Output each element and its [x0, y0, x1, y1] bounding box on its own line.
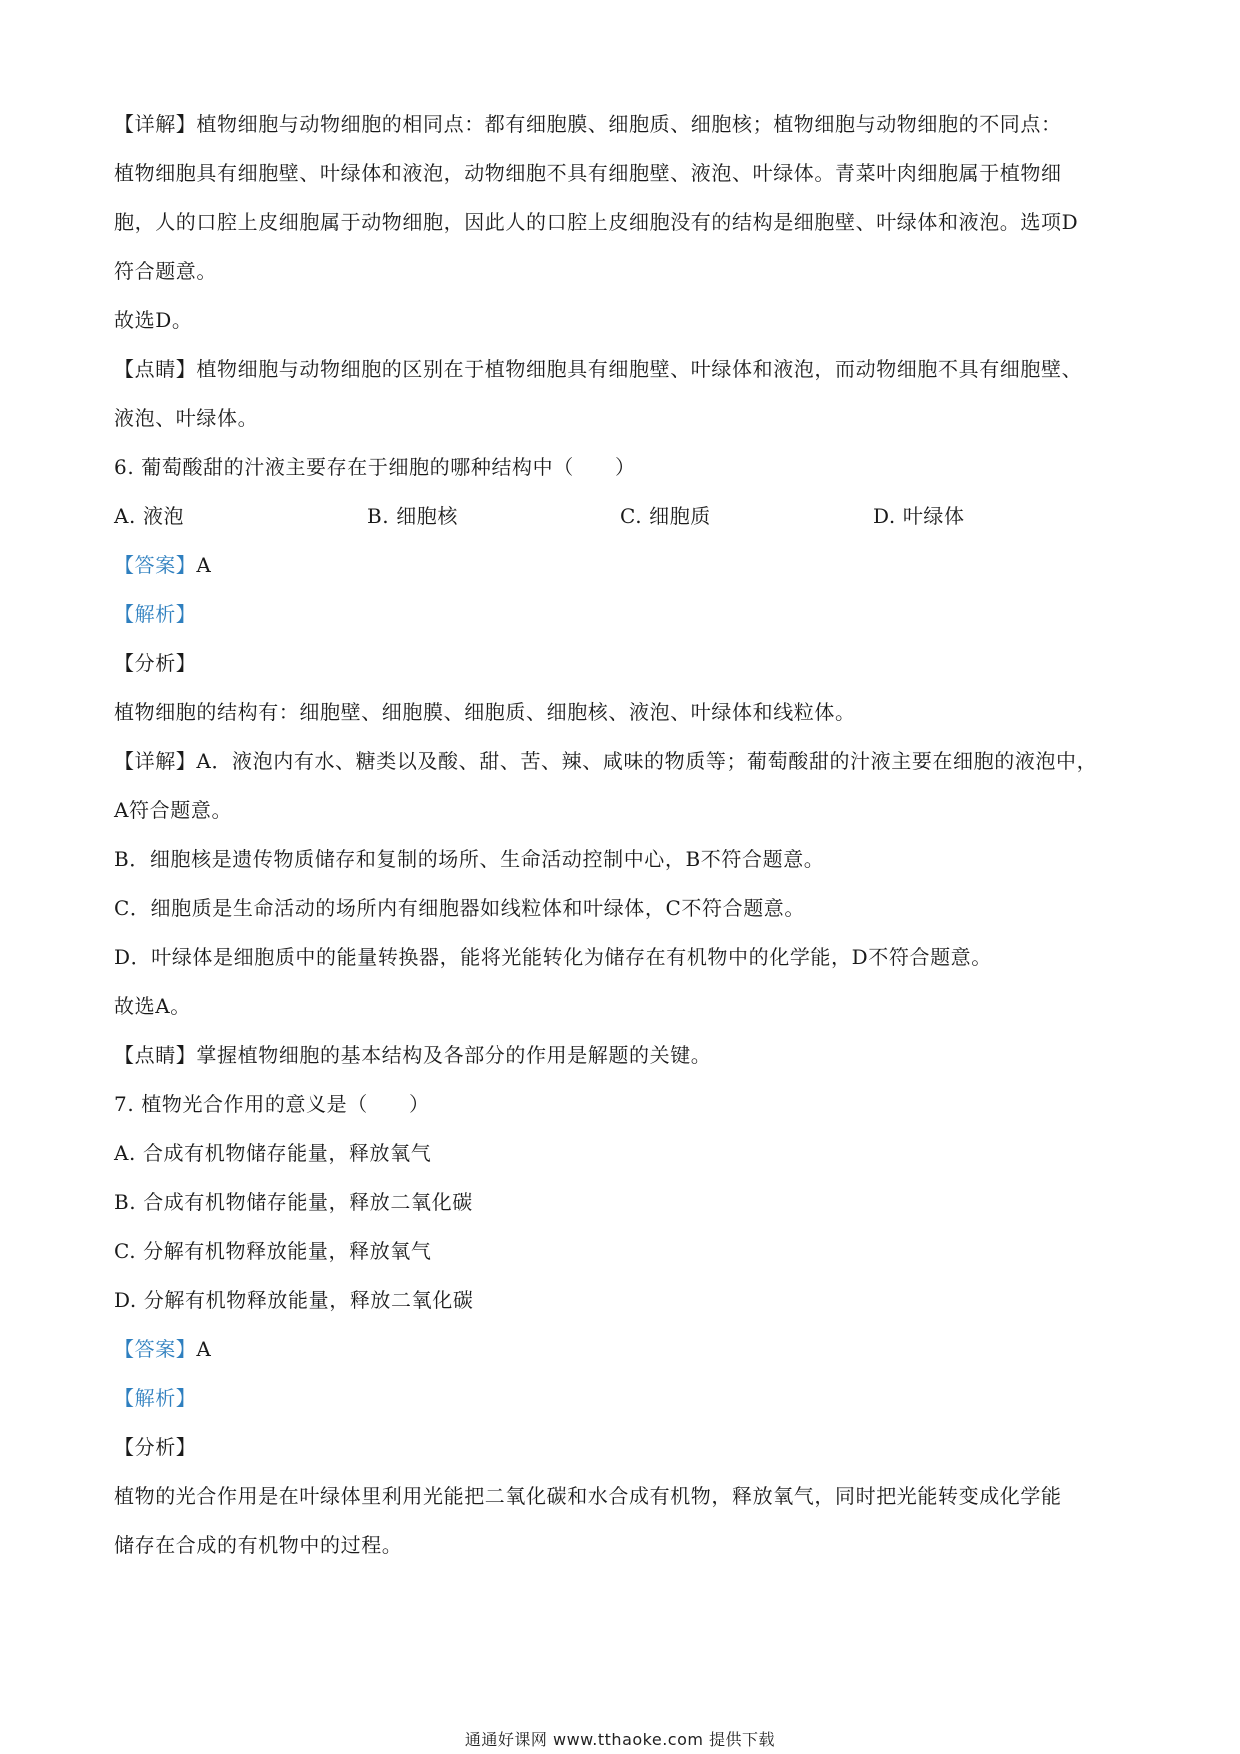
q6-detail-line-4: C．细胞质是生命活动的场所内有细胞器如线粒体和叶绿体，C不符合题意。: [114, 896, 806, 920]
q6-fenxi-label: 【分析】: [114, 651, 197, 675]
q6-option-c: C. 细胞质: [620, 504, 711, 528]
q5-detail-line-2: 植物细胞具有细胞壁、叶绿体和液泡，动物细胞不具有细胞壁、液泡、叶绿体。青菜叶肉细胞属于植物细: [114, 161, 1062, 185]
q6-analysis-label: 【解析】: [114, 602, 197, 626]
q7-answer-label: 【答案】: [114, 1337, 197, 1361]
q7-answer-value: A: [196, 1337, 212, 1361]
q7-fenxi-line-1: 植物的光合作用是在叶绿体里利用光能把二氧化碳和水合成有机物，释放氧气，同时把光能转变成化学能: [114, 1484, 1062, 1508]
q7-option-d: D. 分解有机物释放能量，释放二氧化碳: [114, 1288, 474, 1312]
q5-detail-line-3: 胞，人的口腔上皮细胞属于动物细胞，因此人的口腔上皮细胞没有的结构是细胞壁、叶绿体和液泡。选项D: [114, 210, 1079, 234]
q6-option-b: B. 细胞核: [367, 504, 459, 528]
q7-option-c: C. 分解有机物释放能量，释放氧气: [114, 1239, 432, 1263]
document-body: [114, 100, 1134, 1570]
q6-answer-label: 【答案】: [114, 553, 197, 577]
q6-choose: 故选A。: [114, 994, 191, 1018]
q6-answer: [114, 541, 1134, 590]
q6-detail-line-1: 【详解】A．液泡内有水、糖类以及酸、甜、苦、辣、咸味的物质等；葡萄酸甜的汁液主要在细胞的液泡中，: [114, 749, 1098, 773]
q6-option-a: A. 液泡: [114, 504, 185, 528]
q6-question: 6. 葡萄酸甜的汁液主要存在于细胞的哪种结构中（ ）: [114, 455, 636, 479]
q5-choose: 故选D。: [114, 308, 193, 332]
q7-option-a: A. 合成有机物储存能量，释放氧气: [114, 1141, 432, 1165]
page-footer: 通通好课网 www.tthaoke.com 提供下载: [464, 1730, 776, 1749]
q7-analysis-label: 【解析】: [114, 1386, 197, 1410]
q7-fenxi-line-2: 储存在合成的有机物中的过程。: [114, 1533, 403, 1557]
q6-detail-line-5: D．叶绿体是细胞质中的能量转换器，能将光能转化为储存在有机物中的化学能，D不符合题意。: [114, 945, 992, 969]
q7-answer: [114, 1325, 1134, 1374]
q6-detail-line-3: B．细胞核是遗传物质储存和复制的场所、生命活动控制中心，B不符合题意。: [114, 847, 825, 871]
q7-question: 7. 植物光合作用的意义是（ ）: [114, 1092, 430, 1116]
q5-comment-line-2: 液泡、叶绿体。: [114, 406, 259, 430]
q7-fenxi-label: 【分析】: [114, 1435, 197, 1459]
q5-detail-line-1: 【详解】植物细胞与动物细胞的相同点：都有细胞膜、细胞质、细胞核；植物细胞与动物细胞的不同点：: [114, 112, 1062, 136]
q6-fenxi-text: 植物细胞的结构有：细胞壁、细胞膜、细胞质、细胞核、液泡、叶绿体和线粒体。: [114, 700, 856, 724]
q6-answer-value: A: [196, 553, 212, 577]
q7-option-b: B. 合成有机物储存能量，释放二氧化碳: [114, 1190, 473, 1214]
q5-detail-line-4: 符合题意。: [114, 259, 217, 283]
q6-detail-line-2: A符合题意。: [114, 798, 233, 822]
q6-options: [114, 492, 1134, 541]
q5-comment-line-1: 【点睛】植物细胞与动物细胞的区别在于植物细胞具有细胞壁、叶绿体和液泡，而动物细胞不具有细胞壁、: [114, 357, 1083, 381]
q6-option-d: D. 叶绿体: [873, 504, 965, 528]
q6-comment: 【点睛】掌握植物细胞的基本结构及各部分的作用是解题的关键。: [114, 1043, 712, 1067]
